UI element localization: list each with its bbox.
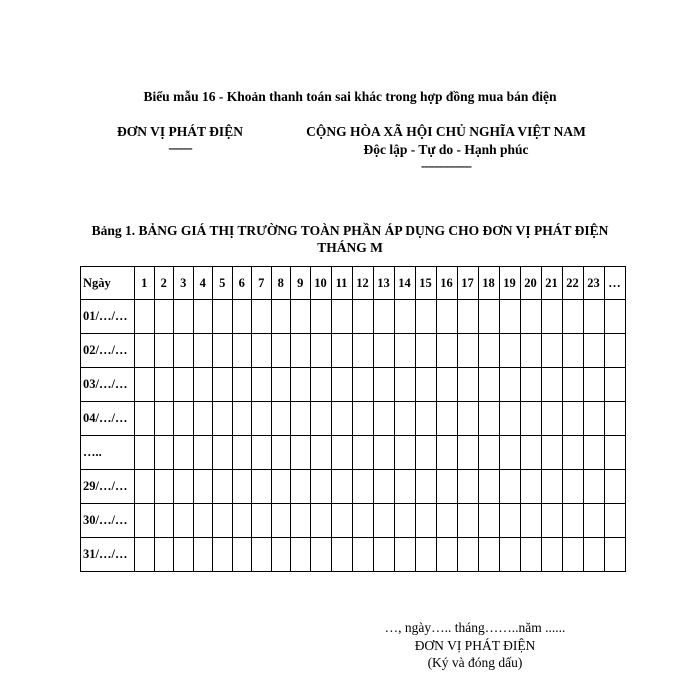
price-cell <box>541 368 562 402</box>
price-cell <box>232 504 252 538</box>
price-cell <box>252 334 272 368</box>
price-cell <box>604 334 625 368</box>
price-cell <box>352 470 373 504</box>
price-cell <box>271 334 291 368</box>
hour-column-header: 19 <box>499 267 520 300</box>
price-cell <box>436 538 457 572</box>
table-row <box>81 402 626 436</box>
price-cell <box>291 436 311 470</box>
price-cell <box>331 538 352 572</box>
price-cell <box>394 436 415 470</box>
hour-column-header: 4 <box>193 267 213 300</box>
price-cell <box>193 402 213 436</box>
price-cell <box>436 334 457 368</box>
price-cell <box>252 300 272 334</box>
price-cell <box>193 504 213 538</box>
hour-column-header: 12 <box>352 267 373 300</box>
hour-column-header: 3 <box>174 267 194 300</box>
price-cell <box>541 436 562 470</box>
price-cell <box>499 334 520 368</box>
price-cell <box>373 368 394 402</box>
hour-column-header: 21 <box>541 267 562 300</box>
price-cell <box>499 436 520 470</box>
hour-column-header: 17 <box>457 267 478 300</box>
price-cell <box>213 402 233 436</box>
price-cell <box>415 300 436 334</box>
price-cell <box>562 402 583 436</box>
price-cell <box>213 368 233 402</box>
price-cell <box>213 436 233 470</box>
price-cell <box>457 504 478 538</box>
hour-column-header: 13 <box>373 267 394 300</box>
price-cell <box>232 470 252 504</box>
price-cell <box>436 436 457 470</box>
day-cell: 01/…/… <box>81 300 135 334</box>
table-header-row <box>81 267 626 300</box>
table-title: Bảng 1. BẢNG GIÁ THỊ TRƯỜNG TOÀN PHẦN ÁP DỤNG CHO ĐƠN VỊ PHÁT ĐIỆN THÁNG M <box>91 223 609 255</box>
price-cell <box>213 538 233 572</box>
price-cell <box>252 538 272 572</box>
signature-org-name: ĐƠN VỊ PHÁT ĐIỆN <box>414 638 536 653</box>
price-cell <box>154 504 174 538</box>
price-cell <box>520 334 541 368</box>
price-cell <box>499 368 520 402</box>
price-cell <box>520 300 541 334</box>
price-cell <box>310 368 331 402</box>
price-cell <box>562 504 583 538</box>
price-cell <box>331 300 352 334</box>
price-cell <box>583 538 604 572</box>
price-cell <box>604 300 625 334</box>
price-cell <box>213 504 233 538</box>
price-cell <box>174 470 194 504</box>
price-cell <box>436 402 457 436</box>
price-cell <box>541 334 562 368</box>
price-cell <box>252 436 272 470</box>
price-cell <box>271 368 291 402</box>
price-cell <box>373 504 394 538</box>
price-cell <box>232 368 252 402</box>
price-cell <box>415 368 436 402</box>
price-cell <box>291 368 311 402</box>
price-cell <box>499 504 520 538</box>
price-cell <box>583 436 604 470</box>
price-cell <box>135 436 155 470</box>
price-cell <box>394 504 415 538</box>
price-cell <box>394 538 415 572</box>
price-cell <box>291 538 311 572</box>
price-cell <box>520 436 541 470</box>
price-cell <box>310 300 331 334</box>
price-cell <box>436 504 457 538</box>
price-cell <box>135 334 155 368</box>
price-cell <box>213 300 233 334</box>
price-cell <box>135 470 155 504</box>
price-cell <box>373 334 394 368</box>
price-cell <box>232 402 252 436</box>
price-cell <box>415 470 436 504</box>
price-cell <box>174 436 194 470</box>
price-cell <box>193 334 213 368</box>
price-cell <box>541 402 562 436</box>
price-cell <box>583 300 604 334</box>
price-cell <box>478 300 499 334</box>
hour-column-header: 22 <box>562 267 583 300</box>
price-cell <box>457 470 478 504</box>
price-cell <box>193 436 213 470</box>
price-cell <box>457 538 478 572</box>
market-price-table <box>80 266 626 572</box>
price-cell <box>457 300 478 334</box>
price-cell <box>291 504 311 538</box>
price-cell <box>415 504 436 538</box>
price-cell <box>154 538 174 572</box>
org-name: ĐƠN VỊ PHÁT ĐIỆN <box>117 124 243 139</box>
price-cell <box>154 402 174 436</box>
price-cell <box>520 538 541 572</box>
price-cell <box>193 470 213 504</box>
hour-column-header: 18 <box>478 267 499 300</box>
price-cell <box>520 470 541 504</box>
price-cell <box>478 436 499 470</box>
price-cell <box>174 402 194 436</box>
hour-column-header: 6 <box>232 267 252 300</box>
price-cell <box>174 504 194 538</box>
price-cell <box>478 368 499 402</box>
price-cell <box>135 538 155 572</box>
hour-column-header: 11 <box>331 267 352 300</box>
price-cell <box>604 538 625 572</box>
table-body <box>81 300 626 572</box>
hour-column-header: 9 <box>291 267 311 300</box>
hour-column-header: 7 <box>252 267 272 300</box>
table-row <box>81 504 626 538</box>
price-cell <box>436 470 457 504</box>
price-cell <box>291 300 311 334</box>
price-cell <box>541 300 562 334</box>
price-cell <box>373 300 394 334</box>
price-cell <box>478 402 499 436</box>
price-cell <box>154 300 174 334</box>
price-cell <box>352 300 373 334</box>
price-cell <box>352 402 373 436</box>
price-cell <box>394 334 415 368</box>
price-cell <box>310 334 331 368</box>
org-name-underline: ------- <box>168 140 192 155</box>
price-cell <box>174 538 194 572</box>
day-cell: ….. <box>81 436 135 470</box>
price-cell <box>583 470 604 504</box>
hour-column-header: 8 <box>271 267 291 300</box>
price-cell <box>562 436 583 470</box>
price-cell <box>271 402 291 436</box>
price-cell <box>252 368 272 402</box>
price-cell <box>154 470 174 504</box>
price-cell <box>415 334 436 368</box>
price-cell <box>331 402 352 436</box>
price-cell <box>499 538 520 572</box>
price-cell <box>331 470 352 504</box>
price-cell <box>394 368 415 402</box>
hour-column-header: 15 <box>415 267 436 300</box>
price-cell <box>252 504 272 538</box>
price-cell <box>541 504 562 538</box>
nation-name: CỘNG HÒA XÃ HỘI CHỦ NGHĨA VIỆT NAM <box>306 124 586 139</box>
table-row <box>81 368 626 402</box>
motto-underline: --------------- <box>421 158 471 173</box>
hour-column-header: … <box>604 267 625 300</box>
price-cell <box>373 538 394 572</box>
price-cell <box>457 436 478 470</box>
price-cell <box>252 402 272 436</box>
price-cell <box>232 436 252 470</box>
price-cell <box>193 368 213 402</box>
table-row <box>81 436 626 470</box>
table-row <box>81 334 626 368</box>
price-cell <box>232 334 252 368</box>
price-cell <box>604 504 625 538</box>
price-cell <box>310 402 331 436</box>
price-cell <box>583 368 604 402</box>
price-cell <box>520 402 541 436</box>
price-cell <box>271 300 291 334</box>
price-cell <box>174 300 194 334</box>
price-cell <box>394 300 415 334</box>
form-title: Biểu mẫu 16 - Khoản thanh toán sai khác trong hợp đồng mua bán điện <box>143 89 557 104</box>
price-cell <box>604 368 625 402</box>
day-cell: 04/…/… <box>81 402 135 436</box>
price-cell <box>291 402 311 436</box>
price-cell <box>520 368 541 402</box>
hour-column-header: 14 <box>394 267 415 300</box>
price-cell <box>394 470 415 504</box>
price-cell <box>291 470 311 504</box>
table-row <box>81 470 626 504</box>
price-cell <box>499 300 520 334</box>
signature-note: (Ký và đóng dấu) <box>427 655 523 670</box>
day-cell: 30/…/… <box>81 504 135 538</box>
price-cell <box>478 504 499 538</box>
price-cell <box>457 402 478 436</box>
price-cell <box>520 504 541 538</box>
price-cell <box>154 334 174 368</box>
price-cell <box>310 504 331 538</box>
price-cell <box>562 300 583 334</box>
price-cell <box>193 300 213 334</box>
price-cell <box>213 334 233 368</box>
price-cell <box>252 470 272 504</box>
hour-column-header: 10 <box>310 267 331 300</box>
price-cell <box>562 368 583 402</box>
price-cell <box>193 538 213 572</box>
price-cell <box>135 402 155 436</box>
price-cell <box>541 538 562 572</box>
day-cell: 31/…/… <box>81 538 135 572</box>
price-cell <box>415 538 436 572</box>
price-cell <box>604 470 625 504</box>
price-cell <box>352 538 373 572</box>
national-motto: Độc lập - Tự do - Hạnh phúc <box>363 142 529 157</box>
price-cell <box>232 538 252 572</box>
hour-column-header: 20 <box>520 267 541 300</box>
price-cell <box>174 334 194 368</box>
price-cell <box>415 436 436 470</box>
price-cell <box>291 334 311 368</box>
price-cell <box>310 470 331 504</box>
price-cell <box>373 436 394 470</box>
hour-column-header: 1 <box>135 267 155 300</box>
price-cell <box>562 538 583 572</box>
price-cell <box>436 368 457 402</box>
price-cell <box>352 504 373 538</box>
day-cell: 02/…/… <box>81 334 135 368</box>
day-column-header: Ngày <box>81 267 135 300</box>
price-cell <box>541 470 562 504</box>
price-cell <box>135 504 155 538</box>
price-cell <box>271 504 291 538</box>
price-cell <box>331 436 352 470</box>
price-cell <box>154 368 174 402</box>
price-cell <box>271 470 291 504</box>
hour-column-header: 5 <box>213 267 233 300</box>
price-cell <box>154 436 174 470</box>
day-cell: 29/…/… <box>81 470 135 504</box>
price-cell <box>271 436 291 470</box>
price-cell <box>583 402 604 436</box>
day-cell: 03/…/… <box>81 368 135 402</box>
price-cell <box>499 402 520 436</box>
price-cell <box>457 368 478 402</box>
price-cell <box>478 538 499 572</box>
price-cell <box>583 334 604 368</box>
price-cell <box>310 436 331 470</box>
hour-column-header: 16 <box>436 267 457 300</box>
price-cell <box>562 470 583 504</box>
price-cell <box>213 470 233 504</box>
price-cell <box>135 368 155 402</box>
price-cell <box>604 436 625 470</box>
price-cell <box>352 436 373 470</box>
price-cell <box>232 300 252 334</box>
price-cell <box>604 402 625 436</box>
price-cell <box>562 334 583 368</box>
table-row <box>81 300 626 334</box>
price-cell <box>373 470 394 504</box>
price-cell <box>478 470 499 504</box>
price-cell <box>174 368 194 402</box>
price-cell <box>331 368 352 402</box>
price-cell <box>478 334 499 368</box>
hour-column-header: 2 <box>154 267 174 300</box>
price-cell <box>583 504 604 538</box>
hour-column-header: 23 <box>583 267 604 300</box>
price-cell <box>436 300 457 334</box>
price-cell <box>310 538 331 572</box>
price-cell <box>457 334 478 368</box>
price-cell <box>499 470 520 504</box>
price-cell <box>331 504 352 538</box>
signature-date-line: …, ngày….. tháng……..năm ...... <box>384 620 566 635</box>
price-cell <box>394 402 415 436</box>
price-cell <box>271 538 291 572</box>
price-cell <box>331 334 352 368</box>
price-cell <box>415 402 436 436</box>
table-row <box>81 538 626 572</box>
price-cell <box>135 300 155 334</box>
price-cell <box>352 334 373 368</box>
price-cell <box>373 402 394 436</box>
price-cell <box>352 368 373 402</box>
